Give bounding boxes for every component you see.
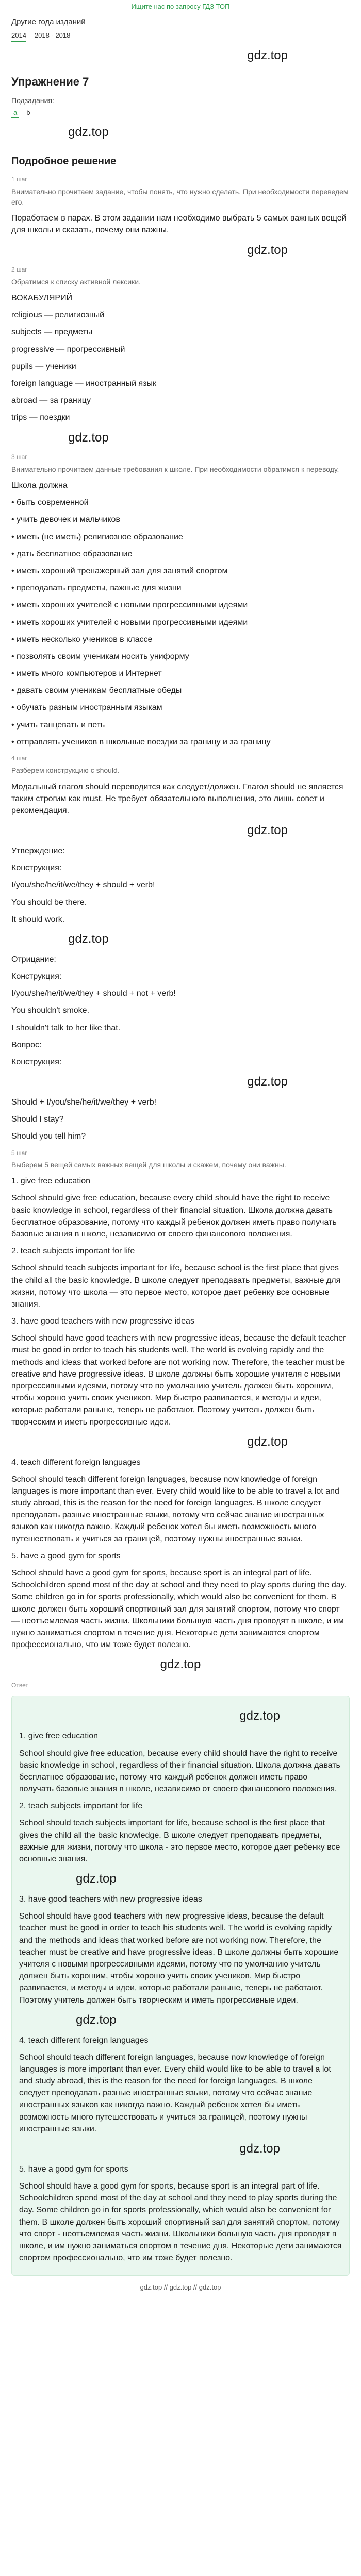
requirement-item: • иметь много компьютеров и Интернет [11, 669, 162, 679]
solution-title: Подробное решение [11, 156, 117, 167]
answer-paragraph: School should have good teachers with new progressive ideas, because the default teacher must be good in order to teach his students well. The world is evolving rapidly and the methods and ideas that worked before are not working now. Therefore, the teacher must be creative and have progressive ideas. В школе должны быть хорошие учителя с новыми прогрессивными идеями, потому что по умолчанию учитель должен быть хорошим, чтобы хорошо учить своих учеников. Мир быстро развивается, и методы и идеи, которые работали раньше, теперь не работают. Поэтому учитель должен быть творческим и иметь прогрессивные идеи. [19, 1912, 339, 2005]
subparts-label: Подзадания: [11, 96, 54, 105]
step-note: Разберем конструкцию с should. [11, 766, 120, 775]
question-label: Вопрос: [11, 1040, 42, 1049]
vocab-item: subjects — предметы [11, 328, 93, 337]
exercise-title: Упражнение 7 [11, 75, 89, 89]
requirement-item: • иметь хороших учителей с новыми прогрессивными идеями [11, 601, 248, 610]
requirement-item: • учить танцевать и петь [11, 720, 105, 730]
requirement-item: • иметь хороших учителей с новыми прогрессивными идеями [11, 618, 248, 627]
requirement-item: • иметь (не иметь) религиозное образование [11, 532, 183, 541]
construction-label: Конструкция: [11, 972, 62, 981]
requirement-item: • давать своим ученикам бесплатные обеды [11, 686, 182, 696]
watermark-logo: gdz.top [239, 1708, 280, 1723]
vocab-item: pupils — ученики [11, 362, 76, 371]
requirement-item: • быть современной [11, 498, 89, 507]
other-years-title: Другие года изданий [11, 18, 86, 26]
step-note: Выберем 5 вещей самых важных вещей для школы и скажем, почему они важны. [11, 1160, 286, 1169]
watermark-logo: gdz.top [239, 2142, 280, 2156]
vocab-heading: ВОКАБУЛЯРИЙ [11, 294, 73, 303]
step-note: Обратимся к списку активной лексики. [11, 277, 141, 286]
requirement-item: • учить девочек и мальчиков [11, 515, 120, 524]
requirement-item: • дать бесплатное образование [11, 549, 133, 558]
step-label: 5 шаг [11, 1149, 27, 1157]
subparts-tabs [11, 108, 350, 119]
example: You shouldn't smoke. [11, 1006, 90, 1015]
construction-label: Конструкция: [11, 1057, 62, 1066]
answer-label: Ответ [11, 1682, 28, 1689]
subpart-tab-a[interactable]: a [11, 108, 19, 119]
watermark-logo: gdz.top [247, 1075, 288, 1089]
watermark-logo: gdz.top [247, 48, 288, 62]
essay-paragraph: School should give free education, because every child should have the right to receive basic knowledge in school, regardless of their financial situation. Школа должна давать бесплатное образование, потому что каждый ребенок должен иметь право получать базовые знания в школе, независимо от своего финансового положения. [11, 1194, 337, 1239]
year-tab-2014[interactable]: 2014 [11, 31, 26, 42]
essay-paragraph: School should have good teachers with new progressive ideas, because the default teacher must be good in order to teach his students well. The world is evolving rapidly and the methods and ideas that worked before are not working now. Therefore, the teacher must be creative and have progressive ideas. В школе должны быть хорошие учителя с новыми прогрессивными идеями, потому что по умолчанию учитель должен быть хорошим, чтобы хорошо учить своих учеников. Мир быстро развивается, и методы и идеи, которые работали раньше, теперь не работают. Поэтому учитель должен быть творческим и иметь прогрессивные идеи. [11, 1334, 346, 1427]
vocab-item: foreign language — иностранный язык [11, 379, 156, 388]
step-label: 3 шаг [11, 453, 27, 461]
formula: Should + I/you/she/he/it/we/they + verb! [11, 1097, 157, 1107]
answer-paragraph: School should teach different foreign languages, because now knowledge of foreign languages is more important than ever. Every child would like to be able to travel a lot and study abroad, this is the reason for the need for foreign languages. В школе следует преподавать разные иностранные языки, потому что сейчас знание иностранных языков как никогда важно. Каждый ребенок хотел бы иметь возможность много путешествовать и учиться за границей, поэтому нужны иностранные языки. [19, 2053, 331, 2133]
top-banner: Ищите нас по запросу ГДЗ ТОП [131, 3, 230, 10]
answer-heading: 2. teach subjects important for life [19, 1802, 143, 1811]
watermark-logo: gdz.top [247, 1434, 288, 1449]
requirement-item: • позволять своим ученикам носить униформу [11, 652, 189, 661]
step-label: 2 шаг [11, 266, 27, 274]
negative-label: Отрицание: [11, 955, 56, 964]
vocab-item: religious — религиозный [11, 311, 105, 320]
formula: I/you/she/he/it/we/they + should + verb! [11, 880, 155, 890]
essay-heading: 2. teach subjects important for life [11, 1247, 135, 1256]
requirement-item: • преподавать предметы, важные для жизни [11, 584, 182, 593]
example: I shouldn't talk to her like that. [11, 1023, 121, 1032]
essay-heading: 1. give free education [11, 1177, 90, 1186]
requirement-item: • отправлять учеников в школьные поездки за границу и за границу [11, 737, 271, 747]
watermark-logo: gdz.top [76, 2012, 117, 2027]
essay-heading: 5. have a good gym for sports [11, 1551, 121, 1561]
requirement-item: • обучать разным иностранным языкам [11, 703, 162, 713]
subpart-tab-b[interactable]: b [26, 108, 30, 116]
year-tabs [11, 31, 350, 42]
essay-paragraph: School should teach subjects important for life, because school is the first place that gives the child all the basic knowledge. В школе следует преподавать предметы, важные для жизни, потому что школа — это первое место, которое дает ребенку все основные знания. [11, 1264, 341, 1309]
affirmative-label: Утверждение: [11, 846, 65, 856]
answer-heading: 3. have good teachers with new progressive ideas [19, 1895, 202, 1904]
essay-paragraph: School should teach different foreign languages, because now knowledge of foreign languages is more important than ever. Every child would like to be able to travel a lot and study abroad, this is the reason for the need for foreign languages. В школе следует преподавать разные иностранные языки, потому что сейчас знание иностранных языков как никогда важно. Каждый ребенок хотел бы иметь возможность много путешествовать и учиться за границей, поэтому нужны иностранные языки. [11, 1475, 339, 1544]
answer-heading: 1. give free education [19, 1732, 98, 1741]
watermark-logo: gdz.top [68, 430, 109, 445]
vocab-item: progressive — прогрессивный [11, 345, 125, 354]
step-text: Поработаем в парах. В этом задании нам необходимо выбрать 5 самых важных вещей для школы и сказать, почему они важны. [11, 214, 347, 235]
watermark-logo: gdz.top [247, 823, 288, 838]
should-intro: Модальный глагол should переводится как следует/должен. Глагол should не является таким строгим как must. Не требует обязательного выполнения, это лишь совет и рекомендация. [11, 782, 343, 816]
requirement-item: • иметь хороший тренажерный зал для занятий спортом [11, 566, 228, 575]
watermark-logo: gdz.top [247, 243, 288, 257]
answer-heading: 5. have a good gym for sports [19, 2164, 128, 2174]
watermark-logo: gdz.top [68, 932, 109, 946]
example: It should work. [11, 914, 65, 924]
footer-watermark: gdz.top // gdz.top // gdz.top [140, 2283, 221, 2292]
example: You should be there. [11, 897, 87, 907]
step-label: 1 шаг [11, 176, 27, 183]
watermark-logo: gdz.top [160, 1657, 201, 1672]
essay-heading: 4. teach different foreign languages [11, 1458, 141, 1467]
year-tab-2018[interactable]: 2018 - 2018 [34, 31, 71, 39]
step-note: Внимательно прочитаем задание, чтобы понять, что нужно сделать. При необходимости переведем его. [11, 187, 349, 206]
answer-box [11, 1696, 350, 2276]
requirement-item: • иметь несколько учеников в классе [11, 635, 153, 644]
step-note: Внимательно прочитаем данные требования к школе. При необходимости обратимся к переводу. [11, 465, 339, 473]
school-must-heading: Школа должна [11, 481, 68, 490]
essay-heading: 3. have good teachers with new progressive ideas [11, 1317, 194, 1326]
step-label: 4 шаг [11, 755, 27, 762]
answer-paragraph: School should teach subjects important for life, because school is the first place that gives the child all the basic knowledge. В школе следует преподавать предметы, важные для жизни, потому что школа - это первое место, которое дает ребенку все основные знания. [19, 1819, 340, 1864]
example: Should I stay? [11, 1115, 64, 1124]
essay-paragraph: School should have a good gym for sports, because sport is an integral part of life. Schoolchildren spend most of the day at school and they need to play sports during the day. Some children go in for sports professionally, which would also be convenient for them. В школе должен быть хороший спортивный зал для занятий спортом, потому что спорт — неотъемлемая часть жизни. Школьники большую часть дня проводят в школе, и им нужно заниматься спортом в течение дня. Некоторые дети занимаются спортом профессионально, что им тоже будет полезно. [11, 1569, 347, 1650]
answer-heading: 4. teach different foreign languages [19, 2036, 149, 2045]
answer-paragraph: School should have a good gym for sports, because sport is an integral part of life. Schoolchildren spend most of the day at school and they need to play sports during the day. Some children go in for sports professionally, which would also be convenient for them. В школе должен быть хороший спортивный зал для занятий спортом, потому что спорт - неотъемлемая часть жизни. Школьники большую часть дня проводят в школе, и им нужно заниматься спортом в течение дня. Некоторые дети занимаются спортом профессионально, что им тоже будет полезно. [19, 2181, 342, 2263]
watermark-logo: gdz.top [68, 125, 109, 140]
formula: I/you/she/he/it/we/they + should + not + verb! [11, 989, 176, 998]
vocab-item: abroad — за границу [11, 396, 91, 405]
example: Should you tell him? [11, 1132, 86, 1141]
watermark-logo: gdz.top [76, 1872, 117, 1886]
construction-label: Конструкция: [11, 863, 62, 873]
vocab-item: trips — поездки [11, 413, 70, 422]
answer-paragraph: School should give free education, because every child should have the right to receive basic knowledge in school, regardless of their financial situation. Школа должна давать бесплатное образование, потому что каждый ребенок должен иметь право получать базовые знания в школе, независимо от своего финансового положения. [19, 1749, 340, 1794]
